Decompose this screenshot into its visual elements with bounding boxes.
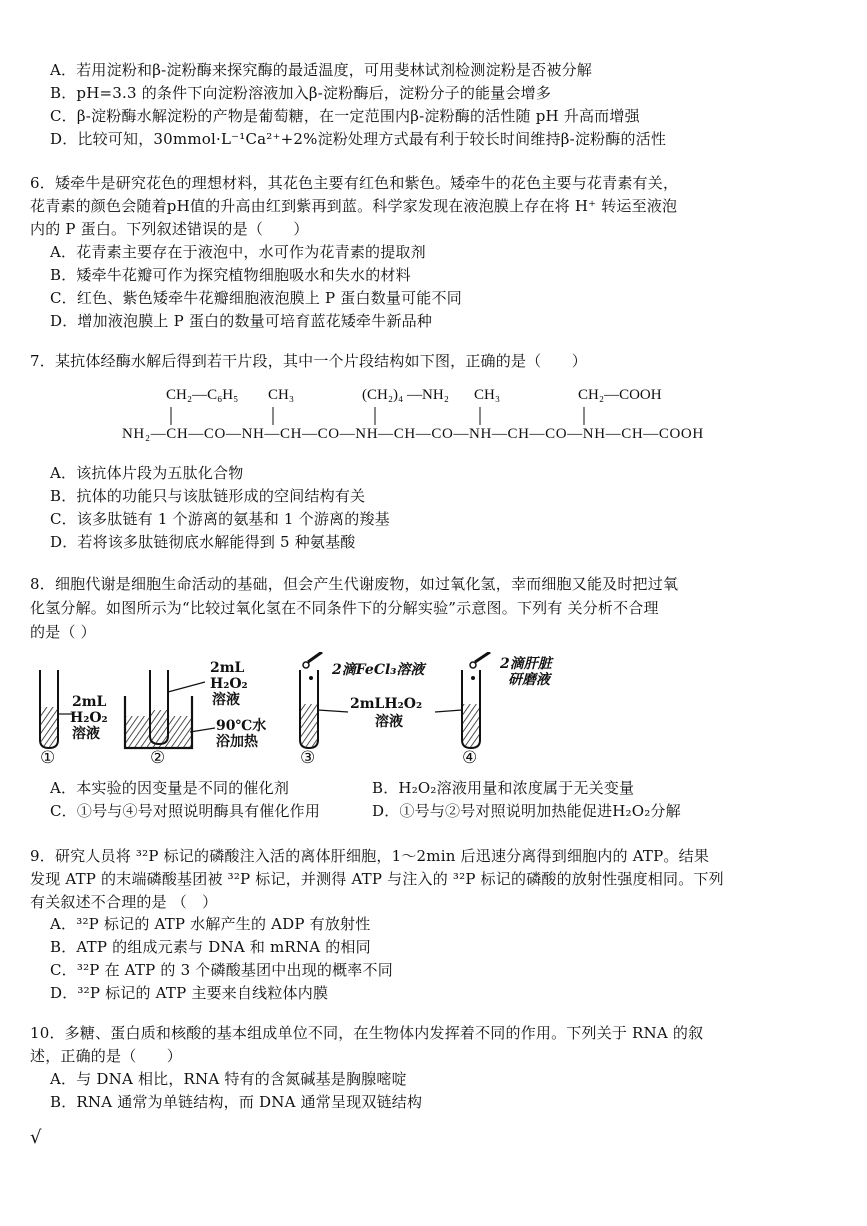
q8-option-d: D．①号与②号对照说明加热能促进H₂O₂分解 [372,802,681,820]
tube1-label-2: H₂O₂ [70,710,108,726]
q6-option-a: A．花青素主要存在于液泡中，水可作为花青素的提取剂 [50,243,426,261]
tube2-label-1: 2mL [210,660,245,676]
q8-stem-line3: 的是（ ） [30,623,96,641]
q9-stem-line3: 有关叙述不合理的是 （ ） [30,893,218,911]
q8-stem-line2: 化氢分解。如图所示为“比较过氧化氢在不同条件下的分解实验”示意图。下列有 关分析不合理 [30,599,659,617]
q5-option-b: B．pH=3.3 的条件下向淀粉溶液加入β-淀粉酶后，淀粉分子的能量会增多 [50,84,552,102]
q8-option-c: C．①号与④号对照说明酶具有催化作用 [50,802,321,820]
q7-option-a: A．该抗体片段为五肽化合物 [50,464,244,482]
tube4-label-1: 2滴肝脏 [500,656,552,672]
q6-option-c: C．红色、紫色矮牵牛花瓣细胞液泡膜上 P 蛋白数量可能不同 [50,289,462,307]
beaker-label-2: 浴加热 [216,734,258,750]
tube1-number: ① [40,748,56,768]
peptide-backbone: NH₂—CH—CO—NH—CH—CO—NH—CH—CO—NH—CH—CO—NH—CH—COOH [122,426,704,442]
peptide-structure [118,380,704,450]
beaker-label-1: 90℃水 [216,718,267,734]
q10-stem-line1: 10．多糖、蛋白质和核酸的基本组成单位不同，在生物体内发挥着不同的作用。下列关于 RNA 的叙 [30,1024,704,1042]
q9-option-a: A．³²P 标记的 ATP 水解产生的 ADP 有放射性 [50,915,371,933]
tube2-number: ② [150,748,166,768]
q8-option-b: B．H₂O₂溶液用量和浓度属于无关变量 [372,779,635,797]
side-chain-5: CH₂—COOH [578,387,662,403]
q10-option-b: B．RNA 通常为单链结构，而 DNA 通常呈现双链结构 [50,1093,423,1111]
q7-option-b: B．抗体的功能只与该肽链形成的空间结构有关 [50,487,366,505]
q9-option-d: D．³²P 标记的 ATP 主要来自线粒体内膜 [50,984,329,1002]
q5-option-d: D．比较可知，30mmol·L⁻¹Ca²⁺+2%淀粉处理方式最有利于较长时间维持β-淀粉酶的活性 [50,130,667,148]
q7-option-c: C．该多肽链有 1 个游离的氨基和 1 个游离的羧基 [50,510,390,528]
q6-option-d: D．增加液泡膜上 P 蛋白的数量可培育蓝花矮牵牛新品种 [50,312,433,330]
q8-stem-line1: 8．细胞代谢是细胞生命活动的基础，但会产生代谢废物，如过氧化氢，幸而细胞又能及时把过氧 [30,575,679,593]
q8-option-a: A．本实验的因变量是不同的催化剂 [50,779,290,797]
q6-option-b: B．矮牵牛花瓣可作为探究植物细胞吸水和失水的材料 [50,266,411,284]
q10-option-a: A．与 DNA 相比，RNA 特有的含氮碱基是胸腺嘧啶 [50,1070,407,1088]
tube1-label-1: 2mL [72,694,107,710]
q5-option-a: A．若用淀粉和β-淀粉酶来探究酶的最适温度，可用斐林试剂检测淀粉是否被分解 [50,61,592,79]
shared-label-2: 溶液 [375,714,403,730]
side-chain-4: CH₃ [474,387,501,403]
tube4-label-2: 研磨液 [508,672,550,688]
q7-stem: 7．某抗体经酶水解后得到若干片段，其中一个片段结构如下图，正确的是（ ） [30,352,587,370]
q5-option-c: C．β-淀粉酶水解淀粉的产物是葡萄糖，在一定范围内β-淀粉酶的活性随 pH 升高而增强 [50,107,640,125]
tube3-label: 2滴FeCl₃溶液 [332,662,425,678]
q6-stem-line2: 花青素的颜色会随着pH值的升高由红到紫再到蓝。科学家发现在液泡膜上存在将 H⁺ 转运至液泡 [30,197,678,215]
q9-option-c: C．³²P 在 ATP 的 3 个磷酸基团中出现的概率不同 [50,961,393,979]
q10-stem-line2: 述，正确的是（ ） [30,1047,183,1065]
shared-label-1: 2mLH₂O₂ [350,696,423,712]
experiment-figure [30,652,670,770]
tube4-number: ④ [462,748,478,768]
tube2-label-2: H₂O₂ [210,676,248,692]
tube1-label-3: 溶液 [72,726,100,742]
q7-option-d: D．若将该多肽链彻底水解能得到 5 种氨基酸 [50,533,356,551]
q9-stem-line1: 9．研究人员将 ³²P 标记的磷酸注入活的离体肝细胞，1～2min 后迅速分离得到细胞内的 ATP。结果 [30,847,710,865]
side-chain-1: CH₂—C₆H₅ [166,387,239,403]
q9-option-b: B．ATP 的组成元素与 DNA 和 mRNA 的相同 [50,938,371,956]
side-chain-3: (CH₂)₄ —NH₂ [362,387,449,403]
tube2-label-3: 溶液 [212,692,240,708]
q6-stem-line1: 6．矮牵牛是研究花色的理想材料，其花色主要有红色和紫色。矮牵牛的花色主要与花青素有关， [30,174,679,192]
tube3-number: ③ [300,748,316,768]
q9-stem-line2: 发现 ATP 的末端磷酸基团被 ³²P 标记，并测得 ATP 与注入的 ³²P 标记的磷酸的放射性强度相同。下列 [30,870,724,888]
side-chain-2: CH₃ [268,387,295,403]
check-mark: √ [30,1127,42,1148]
q6-stem-line3: 内的 P 蛋白。下列叙述错误的是（ ） [30,220,309,238]
